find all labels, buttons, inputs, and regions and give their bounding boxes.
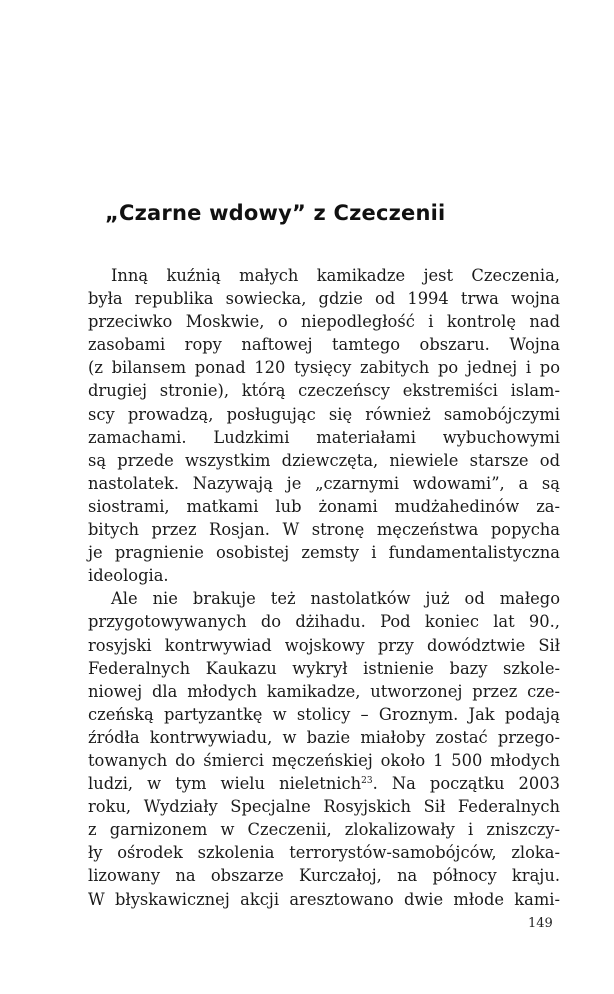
text-line: zasobami ropy naftowej tamtego obszaru. Wojna [88,335,560,355]
text-line: przygotowywanych do dżihadu. Pod koniec lat 90., [88,612,560,632]
text-line: drugiej stronie), którą czeczeńscy ekstremiści islam- [88,381,560,401]
text-line: W błyskawicznej akcji aresztowano dwie młode kami- [88,889,560,909]
text-line: przeciwko Moskwie, o niepodległość i kontrolę nad [88,312,560,332]
text-line: rosyjski kontrwywiad wojskowy przy dowództwie Sił [88,635,560,655]
text-line: Federalnych Kaukazu wykrył istnienie bazy szkole- [88,658,560,678]
text-line: Inną kuźnią małych kamikadze jest Czeczenia, [111,266,560,285]
text-line: towanych do śmierci męczeńskiej około 1 500 młodych [88,750,560,770]
text-line: (z bilansem ponad 120 tysięcy zabitych po jednej i po [88,358,560,378]
footnote-reference: 23 [361,776,373,787]
text-line-with-footnote [88,772,560,795]
text-line: scy prowadzą, posługując się również samobójczymi [88,404,560,424]
text-line: ły ośrodek szkolenia terrorystów-samobójców, zloka- [88,843,560,863]
text-line: czeńską partyzantkę w stolicy – Groznym. Jak podają [88,704,560,724]
body-text [88,264,560,911]
paragraph-1 [88,264,560,587]
text-fragment: . Na początku 2003 [372,774,560,794]
text-line: źródła kontrwywiadu, w bazie miałoby zostać przego- [88,727,560,747]
text-line: są przede wszystkim dziewczęta, niewiele starsze od [88,450,560,470]
text-fragment: ludzi, w tym wielu nieletnich [88,774,362,794]
text-line: z garnizonem w Czeczenii, zlokalizowały i zniszczy- [88,820,560,840]
text-line: bitych przez Rosjan. W stronę męczeństwa popycha [88,520,560,540]
text-line: siostrami, matkami lub żonami mudżahedinów za- [88,496,560,516]
text-line: lizowany na obszarze Kurczałoj, na północy kraju. [88,866,560,886]
text-line: ideologia. [88,566,169,586]
text-line: nastolatek. Nazywają je „czarnymi wdowami”, a są [88,473,560,493]
text-line: je pragnienie osobistej zemsty i fundamentalistyczna [88,543,560,563]
text-line: roku, Wydziały Specjalne Rosyjskich Sił Federalnych [88,797,560,817]
paragraph-2 [88,587,560,910]
text-line: była republika sowiecka, gdzie od 1994 trwa wojna [88,289,560,309]
text-line: niowej dla młodych kamikadze, utworzonej przez cze- [88,681,560,701]
page-number: 149 [528,916,553,931]
text-line: zamachami. Ludzkimi materiałami wybuchowymi [88,427,560,447]
text-line: Ale nie brakuje też nastolatków już od małego [111,589,560,609]
chapter-heading: „Czarne wdowy” z Czeczenii [105,201,446,225]
